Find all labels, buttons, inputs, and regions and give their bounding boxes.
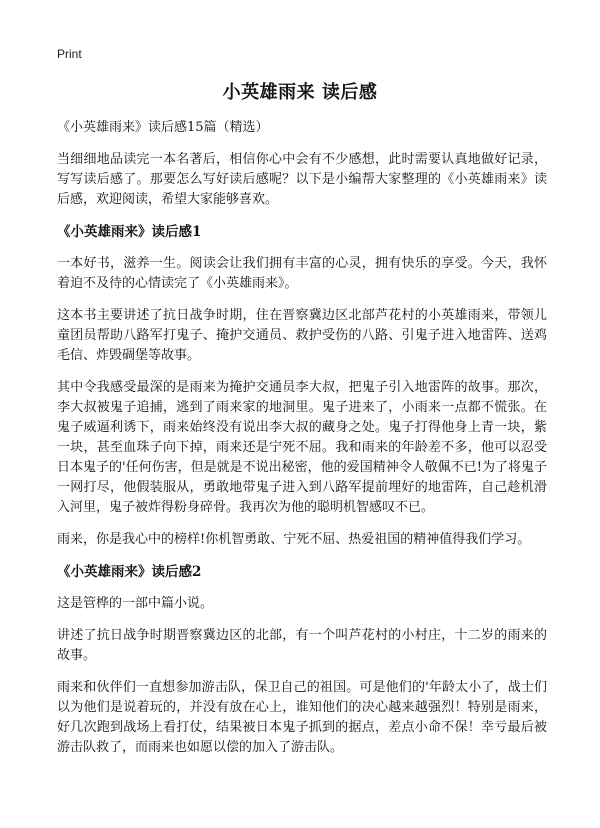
paragraph: 其中令我感受最深的是雨来为掩护交通员李大叔，把鬼子引入地雷阵的故事。那次，李大叔被鬼子追捕，逃到了雨来家的地洞里。鬼子进来了，小雨来一点都不慌张。在鬼子威逼利诱下，雨来始终没有说出李大叔的藏身之处。鬼子打得他身上青一块，紫一块，甚至血珠子向下掉，雨来还是宁死不屈。我和雨来的年龄差不多，他可以忍受日本鬼子的'任何伤害，但是就是不说出秘密，他的爱国精神令人敬佩不已!为了将鬼子一网打尽，他假装服从，勇敢地带鬼子进入到八路军提前埋好的地雷阵，自己趁机滑入河里，鬼子被炸得粉身碎骨。我再次为他的聪明机智感叹不已。 [57, 380, 547, 515]
print-label[interactable]: Print [57, 47, 82, 61]
section-heading: 《小英雄雨来》读后感1 [57, 224, 202, 240]
section-heading: 《小英雄雨来》读后感2 [57, 564, 202, 580]
paragraph: 雨来和伙伴们一直想参加游击队，保卫自己的祖国。可是他们的'年龄太小了，战士们以为他们是说着玩的，并没有放在心上，谁知他们的决心越来越强烈！特别是雨来，好几次跑到战场上看打仗，结果被日本鬼子抓到的据点，差点小命不保！幸亏最后被游击队救了，而雨来也如愿以偿的加入了游击队。 [57, 680, 547, 755]
document-subtitle: 《小英雄雨来》读后感15篇（精选） [57, 120, 269, 135]
intro-paragraph: 当细细地品读完一本名著后，相信你心中会有不少感想，此时需要认真地做好记录，写写读后感了。那要怎么写好读后感呢？以下是小编帮大家整理的《小英雄雨来》读后感，欢迎阅读，希望大家能够喜欢。 [57, 152, 547, 207]
paragraph: 雨来，你是我心中的榜样!你机智勇敢、宁死不屈、热爱祖国的精神值得我们学习。 [57, 532, 531, 547]
paragraph: 一本好书，滋养一生。阅读会让我们拥有丰富的心灵，拥有快乐的享受。今天，我怀着迫不及待的心情读完了《小英雄雨来》。 [57, 256, 547, 291]
document-body [57, 118, 547, 770]
paragraph: 这是管桦的一部中篇小说。 [57, 596, 214, 611]
page-title: 小英雄雨来 读后感 [222, 82, 378, 103]
paragraph: 这本书主要讲述了抗日战争时期，住在晋察冀边区北部芦花村的小英雄雨来，带领儿童团员帮助八路军打鬼子、掩护交通员、救护受伤的八路、引鬼子进入地雷阵、送鸡毛信、炸毁碉堡等故事。 [57, 308, 547, 363]
paragraph: 讲述了抗日战争时期晋察冀边区的北部，有一个叫芦花村的小村庄，十二岁的雨来的故事。 [57, 628, 547, 663]
